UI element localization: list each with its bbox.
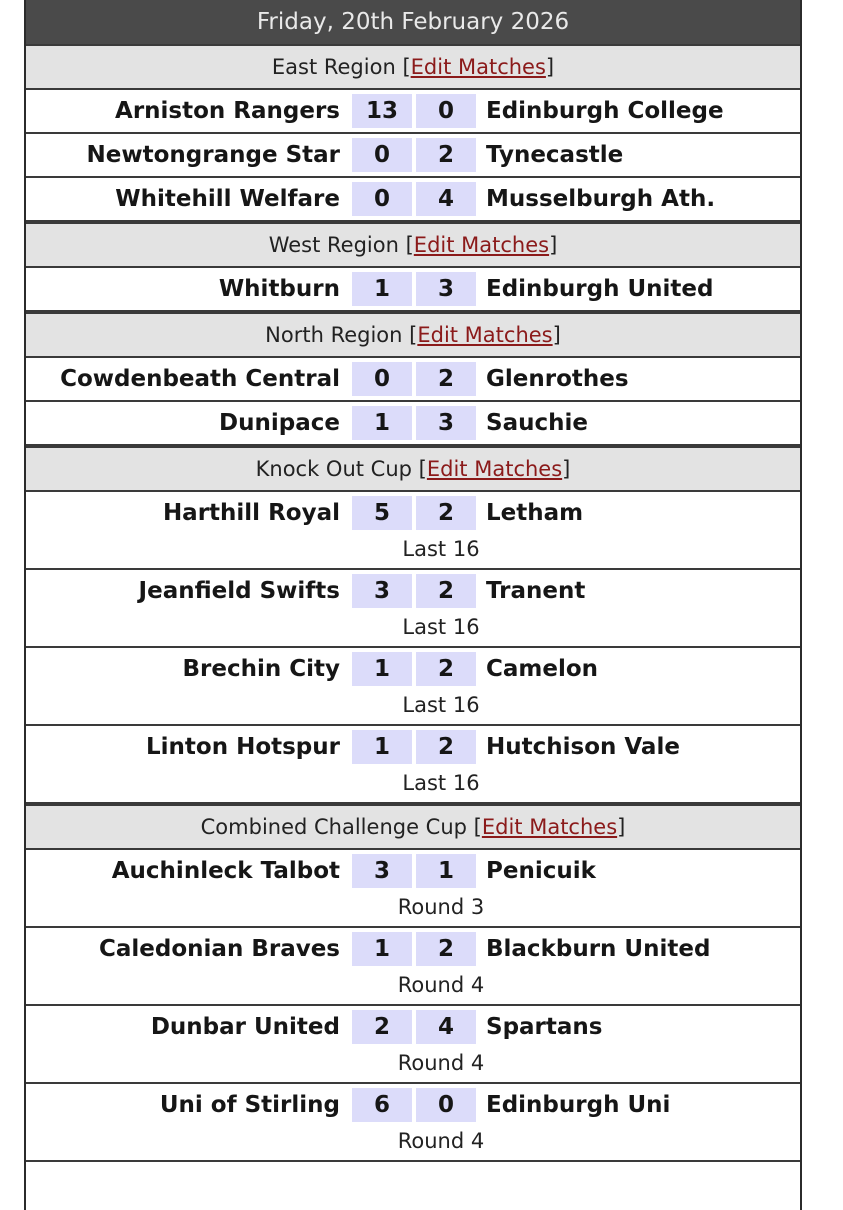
away-team: Edinburgh College [486,98,724,124]
match-row[interactable] [26,928,800,1006]
home-score: 1 [352,932,412,966]
home-score: 5 [352,496,412,530]
away-score: 2 [416,652,476,686]
section-name: East Region [271,55,396,79]
home-team: Whitehill Welfare [115,186,340,212]
home-team: Cowdenbeath Central [60,366,340,392]
home-team: Dunipace [219,410,340,436]
away-team: Penicuik [486,858,596,884]
away-score: 2 [416,138,476,172]
match-round: Round 4 [397,1129,485,1153]
away-score: 4 [416,182,476,216]
away-team: Musselburgh Ath. [486,186,716,212]
home-team: Caledonian Braves [99,936,340,962]
away-team: Blackburn United [486,936,711,962]
away-team: Edinburgh Uni [486,1092,671,1118]
match-row[interactable] [26,178,800,222]
match-round: Round 4 [397,1051,485,1075]
match-line [26,1084,800,1126]
section-header: West Region [Edit Matches] [26,222,800,268]
match-line [26,134,800,176]
match-row[interactable] [26,850,800,928]
match-line [26,726,800,768]
home-score: 3 [352,574,412,608]
away-team: Tranent [486,578,586,604]
edit-matches-link[interactable]: Edit Matches [426,457,563,481]
home-team: Brechin City [182,656,340,682]
match-row[interactable] [26,134,800,178]
away-team: Glenrothes [486,366,629,392]
home-team: Dunbar United [150,1014,340,1040]
edit-matches-link[interactable]: Edit Matches [410,55,546,79]
match-round: Last 16 [402,537,480,561]
date-header: Friday, 20th February 2026 [26,0,800,44]
home-score: 3 [352,854,412,888]
match-row[interactable] [26,90,800,134]
match-row[interactable] [26,1084,800,1162]
edit-matches-link[interactable]: Edit Matches [481,815,618,839]
sections-container [26,44,800,1162]
home-score: 13 [352,94,412,128]
home-score: 1 [352,652,412,686]
home-score: 0 [352,182,412,216]
home-score: 1 [352,272,412,306]
match-row[interactable] [26,402,800,446]
away-score: 2 [416,362,476,396]
away-team: Hutchison Vale [486,734,680,760]
away-score: 2 [416,932,476,966]
home-team: Linton Hotspur [145,734,340,760]
away-team: Sauchie [486,410,588,436]
match-line [26,648,800,690]
away-team: Camelon [486,656,599,682]
match-row[interactable] [26,492,800,570]
section-name: Combined Challenge Cup [200,815,467,839]
home-score: 2 [352,1010,412,1044]
away-score: 2 [416,496,476,530]
away-score: 4 [416,1010,476,1044]
away-score: 3 [416,272,476,306]
match-line [26,850,800,892]
home-score: 1 [352,406,412,440]
home-team: Arniston Rangers [115,98,340,124]
section-header: East Region [Edit Matches] [26,44,800,90]
home-team: Whitburn [218,276,340,302]
home-score: 1 [352,730,412,764]
fixtures-table [24,0,802,1210]
match-row[interactable] [26,570,800,648]
edit-matches-link[interactable]: Edit Matches [417,323,553,347]
match-round: Round 4 [397,973,485,997]
match-line [26,358,800,400]
away-team: Letham [486,500,584,526]
section-header: Combined Challenge Cup [Edit Matches] [26,804,800,850]
away-score: 2 [416,574,476,608]
match-round: Last 16 [402,693,480,717]
away-team: Edinburgh United [486,276,714,302]
match-line [26,928,800,970]
match-round: Last 16 [402,615,480,639]
match-line [26,90,800,132]
match-row[interactable] [26,1006,800,1084]
home-score: 6 [352,1088,412,1122]
away-team: Spartans [486,1014,603,1040]
away-score: 2 [416,730,476,764]
match-row[interactable] [26,358,800,402]
away-score: 0 [416,94,476,128]
home-team: Uni of Stirling [159,1092,340,1118]
home-score: 0 [352,362,412,396]
match-line [26,402,800,444]
section-name: West Region [268,233,399,257]
section-header: North Region [Edit Matches] [26,312,800,358]
section-header: Knock Out Cup [Edit Matches] [26,446,800,492]
section-name: Knock Out Cup [255,457,412,481]
away-team: Tynecastle [486,142,624,168]
away-score: 1 [416,854,476,888]
home-score: 0 [352,138,412,172]
away-score: 0 [416,1088,476,1122]
edit-matches-link[interactable]: Edit Matches [413,233,550,257]
match-round: Last 16 [402,771,480,795]
home-team: Jeanfield Swifts [138,578,340,604]
match-round: Round 3 [397,895,485,919]
match-line [26,492,800,534]
match-row[interactable] [26,726,800,804]
match-line [26,268,800,310]
section-name: North Region [265,323,403,347]
match-row[interactable] [26,648,800,726]
match-line [26,178,800,220]
match-line [26,1006,800,1048]
match-line [26,570,800,612]
home-team: Auchinleck Talbot [111,858,340,884]
home-team: Harthill Royal [162,500,340,526]
away-score: 3 [416,406,476,440]
match-row[interactable] [26,268,800,312]
home-team: Newtongrange Star [86,142,340,168]
